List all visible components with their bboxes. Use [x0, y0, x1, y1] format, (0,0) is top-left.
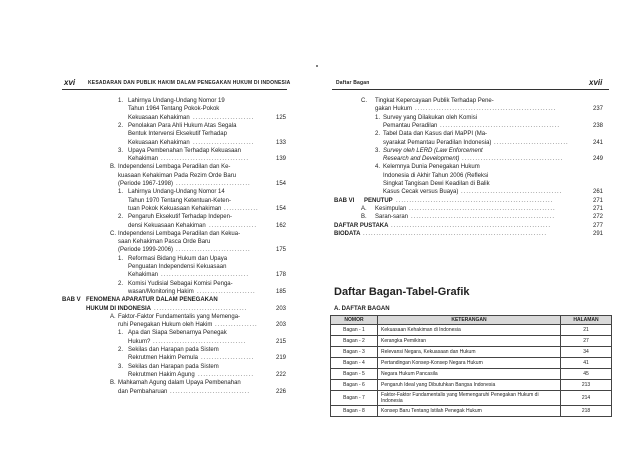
table-cell: Bagan - 4	[331, 358, 378, 369]
toc-page-number: 175	[275, 247, 286, 254]
toc-leader-dots: .................................	[161, 156, 250, 163]
toc-entry-text: Tahun 1970 Tentang Ketentuan-Keten-	[128, 197, 231, 204]
toc-entry-text: Kehakiman	[128, 272, 159, 279]
table-header-row	[331, 316, 612, 325]
table-cell: Relevansi Negara, Kekuasaan dan Hukum	[378, 347, 561, 358]
toc-entry-text: Rekrutmen Hakim Agung	[128, 371, 195, 378]
toc-entry-text: Sekilas dan Harapan pada Sistem	[128, 347, 219, 353]
toc-entry-text: Saran-saran	[375, 214, 409, 221]
toc-leader-dots: .....................	[198, 371, 255, 378]
toc-leader-dots: ......................................................	[411, 214, 556, 221]
table-cell: 218	[561, 406, 612, 417]
toc-page-number: 222	[275, 371, 286, 378]
toc-leader-dots: ....................	[201, 355, 255, 362]
toc-leader-dots: ..................	[209, 222, 258, 229]
toc-number: BAB VI	[334, 197, 355, 204]
toc-number: 2.	[375, 131, 381, 138]
toc-leader-dots: ...........................................................	[396, 197, 554, 204]
table-cell: Negara Hukum Pancasila	[378, 369, 561, 380]
toc-number: A.	[110, 313, 116, 320]
right-running-head: Daftar Bagan	[336, 80, 370, 86]
toc-leader-dots: .......................	[193, 139, 255, 146]
table-row	[331, 358, 612, 369]
toc-entry-text: Penolakan Para Ahli Hukum Atas Segala	[128, 122, 237, 129]
toc-entry-text: Survey oleh LERD (Law Enforcement	[383, 147, 483, 154]
table-cell: 213	[561, 380, 612, 391]
toc-entry-text: BIODATA	[334, 230, 361, 237]
toc-number: 1.	[118, 330, 124, 337]
table-cell: Bagan - 3	[331, 347, 378, 358]
toc-entry-text: Sekilas dan Harapan pada Sistem	[128, 363, 219, 370]
table-cell: 27	[561, 336, 612, 347]
toc-entry-text: Indonesia di Akhir Tahun 2006 (Refleksi	[383, 172, 489, 179]
toc-page-number: 125	[275, 114, 286, 121]
toc-page-number: 154	[275, 205, 286, 212]
toc-page-number: 249	[592, 156, 603, 163]
toc-number: 1.	[118, 98, 124, 104]
table-cell: Bagan - 5	[331, 369, 378, 380]
table-row	[331, 406, 612, 417]
toc-leader-dots: ......................................	[461, 189, 563, 196]
toc-number: C.	[361, 98, 367, 104]
toc-entry-text: Research and Development)	[383, 156, 460, 163]
toc-entry-text: DAFTAR PUSTAKA	[334, 222, 389, 229]
toc-entry-text: Kekuasaan Kehakiman	[128, 139, 190, 146]
toc-number: 2.	[118, 280, 124, 287]
toc-number: 1.	[118, 255, 124, 262]
toc-entry-text: Survey yang Dilakukan oleh Komisi	[383, 114, 478, 121]
toc-entry-text: Kehakiman	[128, 156, 159, 163]
section-title: Daftar Bagan-Tabel-Grafik	[334, 286, 470, 298]
toc-number: A.	[361, 205, 367, 212]
table-row	[331, 391, 612, 406]
toc-page-number: 219	[275, 355, 286, 362]
toc-entry-text: Penguatan Independensi Kekuasaan	[128, 264, 227, 270]
table-header-nomor: NOMOR	[331, 316, 378, 325]
toc-page-number: 237	[592, 106, 603, 113]
table-row	[331, 325, 612, 336]
toc-entry-text: tuan Pokok Kekuasaan Kehakiman	[128, 205, 222, 212]
table-cell: Kerangka Pemikiran	[378, 336, 561, 347]
table-cell: 214	[561, 391, 612, 406]
right-header-rule	[332, 89, 609, 90]
toc-number: 1.	[118, 189, 124, 196]
toc-entry-text: Independensi Lembaga Peradilan dan Kekua-	[118, 230, 241, 237]
toc-page-number: 154	[275, 181, 286, 187]
table-cell: Kekuasaan Kehakiman di Indonesia	[378, 325, 561, 336]
toc-entry-text: Lahirnya Undang-Undang Nomor 14	[128, 189, 225, 196]
toc-entry-text: Pemantau Peradilan	[383, 122, 438, 129]
toc-page-number: 238	[592, 122, 603, 129]
toc-number: BAB V	[62, 297, 81, 304]
toc-leader-dots: .....................................................................	[363, 230, 548, 237]
toc-leader-dots: ............................	[494, 139, 569, 146]
toc-page-number: 215	[275, 338, 286, 345]
toc-page-number: 291	[592, 230, 603, 237]
toc-entry-text: PENUTUP	[364, 197, 393, 204]
toc-page-number: 133	[275, 139, 286, 146]
toc-entry-text: Kelemnya Dunia Penegakan Hukum	[383, 164, 480, 171]
toc-page-number: 272	[592, 214, 603, 221]
table-cell: 21	[561, 325, 612, 336]
toc-entry-text: Hukum?	[128, 338, 151, 345]
toc-page-number: 203	[275, 322, 286, 329]
table-cell: Bagan - 2	[331, 336, 378, 347]
toc-entry-text: dan Pembaharuan	[118, 388, 168, 395]
toc-leader-dots: ............................................................	[391, 222, 552, 229]
toc-entry-text: gakan Hukum	[375, 106, 413, 113]
toc-entry-text: Tahun 1964 Tentang Pokok-Pokok	[128, 106, 220, 113]
toc-entry-text: (Periode 1967-1998)	[118, 181, 174, 187]
toc-entry-text: Bentuk Intervensi Eksekutif Terhadap	[128, 131, 227, 138]
toc-entry-text: (Periode 1999-2006)	[118, 247, 174, 254]
toc-number: B.	[110, 164, 116, 171]
toc-leader-dots: ...................................	[153, 338, 247, 345]
table-cell: 45	[561, 369, 612, 380]
bagan-table	[330, 315, 612, 417]
toc-page-number: 185	[275, 288, 286, 295]
toc-entry-text: Kekuasaan Kehakiman	[128, 114, 190, 121]
toc-entry-text: ruhi Penegakan Hukum oleh Hakim	[118, 322, 213, 329]
toc-entry-text: Reformasi Bidang Hukum dan Upaya	[128, 255, 228, 262]
left-header-rule	[62, 89, 287, 90]
toc-page-number: 226	[275, 388, 286, 395]
table-cell: Bagan - 7	[331, 391, 378, 406]
toc-leader-dots: ..............................	[170, 388, 251, 395]
toc-number: B.	[361, 214, 367, 221]
table-header-halaman: HALAMAN	[561, 316, 612, 325]
toc-entry-text: syarakat Pemantau Peradilan Indonesia)	[383, 139, 492, 146]
toc-leader-dots: .................................	[161, 272, 250, 279]
table-cell: Bagan - 8	[331, 406, 378, 417]
table-cell: Bagan - 1	[331, 325, 378, 336]
toc-number: 2.	[118, 214, 124, 221]
toc-page-number: 271	[592, 197, 603, 204]
toc-number: 3.	[118, 147, 124, 154]
toc-entry-text: Mahkamah Agung dalam Upaya Pembenahan	[118, 380, 241, 387]
toc-page-number: 261	[592, 189, 603, 196]
toc-page-number: 271	[592, 205, 603, 212]
table-cell: Pengaruh Ideal yang Dibutuhkan Bangsa Indonesia	[378, 380, 561, 391]
table-cell: Bagan - 6	[331, 380, 378, 391]
table-cell: Konsep Baru Tentang Istilah Penegak Hukum	[378, 406, 561, 417]
toc-entry-text: Tingkat Kepercayaan Publik Terhadap Pene-	[375, 98, 494, 104]
toc-leader-dots: ......................	[197, 288, 256, 295]
toc-page-number: 203	[275, 305, 286, 312]
table-row	[331, 336, 612, 347]
toc-page-number: 241	[592, 139, 603, 146]
toc-entry-text: Tabel Data dan Kasus dari MaPPI (Ma-	[383, 131, 488, 138]
toc-entry-text: Pengaruh Eksekutif Terhadap Indepen-	[128, 214, 232, 221]
toc-number: 4.	[375, 164, 381, 171]
table-row	[331, 380, 612, 391]
toc-entry-text: wasan/Monitoring Hakim	[128, 288, 194, 295]
toc-number: 2.	[118, 347, 124, 353]
toc-entry-text: Rekrutmen Hakim Pemula	[128, 355, 199, 362]
toc-entry-text: Komisi Yudisial Sebagai Komisi Penga-	[128, 280, 233, 287]
right-page-number: xvii	[589, 78, 603, 87]
toc-page-number: 277	[592, 222, 603, 229]
toc-leader-dots: .......................	[193, 114, 255, 121]
toc-number: 3.	[118, 363, 124, 370]
toc-leader-dots: ...................................	[154, 305, 248, 312]
toc-entry-text: saan Kehakiman Pasca Orde Baru	[118, 239, 211, 246]
toc-number: B.	[110, 380, 116, 387]
toc-leader-dots: .............................................	[440, 122, 561, 129]
toc-number: C.	[110, 230, 116, 237]
toc-page-number: 139	[275, 156, 286, 163]
table-header-keterangan: KETERANGAN	[378, 316, 561, 325]
toc-entry-text: Apa dan Siapa Sebenarnya Penegak	[128, 330, 227, 337]
toc-leader-dots: .....................................................	[415, 106, 557, 113]
table-row	[331, 369, 612, 380]
toc-page-number: 162	[275, 222, 286, 229]
toc-page-number: 178	[275, 272, 286, 279]
toc-leader-dots: ............................	[176, 181, 251, 187]
toc-entry-text: HUKUM DI INDONESIA	[86, 305, 152, 312]
left-running-head: KESADARAN DAN PUBLIK HAKIM DALAM PENEGAKAN HUKUM DI INDONESIA	[88, 80, 291, 86]
toc-entry-text: Lahirnya Undang-Undang Nomor 19	[128, 98, 225, 104]
toc-entry-text: Kasus Cecak versus Buaya)	[383, 189, 459, 196]
toc-entry-text: Faktor-Faktor Fundamentalis yang Memenga-	[118, 313, 241, 320]
left-page-number: xvi	[64, 78, 76, 87]
toc-entry-text: Upaya Pembenahan Terhadap Kekuasaan	[128, 147, 241, 154]
toc-number: 2.	[118, 122, 124, 129]
section-a-heading: A. DAFTAR BAGAN	[334, 306, 390, 312]
table-cell: Pertandingan Konsep-Konsep Negara Hukum	[378, 358, 561, 369]
toc-leader-dots: .......................................................	[409, 205, 556, 212]
toc-leader-dots: .............	[224, 205, 259, 212]
toc-leader-dots: ............................	[176, 247, 251, 254]
table-cell: Faktor-Faktor Fundamentalis yang Memengaruhi Penegakan Hukum di Indonesia	[378, 391, 561, 406]
toc-entry-text: Independensi Lembaga Peradilan dan Ke-	[118, 164, 231, 171]
table-cell: 34	[561, 347, 612, 358]
toc-entry-text: densi Kekuasaan Kehakiman	[128, 222, 206, 229]
toc-entry-text: Singkat Tangisan Dewi Keadilan di Balik	[383, 181, 490, 187]
toc-entry-text: FENOMENA APARATUR DALAM PENEGAKAN	[86, 297, 218, 304]
table-cell: 41	[561, 358, 612, 369]
toc-entry-text: Kesimpulan	[375, 205, 407, 212]
toc-leader-dots: ................	[215, 322, 258, 329]
toc-number: 1.	[375, 114, 381, 121]
toc-leader-dots: ......................................	[462, 156, 564, 163]
table-row	[331, 347, 612, 358]
toc-number: 3.	[375, 147, 381, 154]
toc-entry-text: kuasaan Kehakiman Pada Rezim Orde Baru	[118, 172, 237, 179]
